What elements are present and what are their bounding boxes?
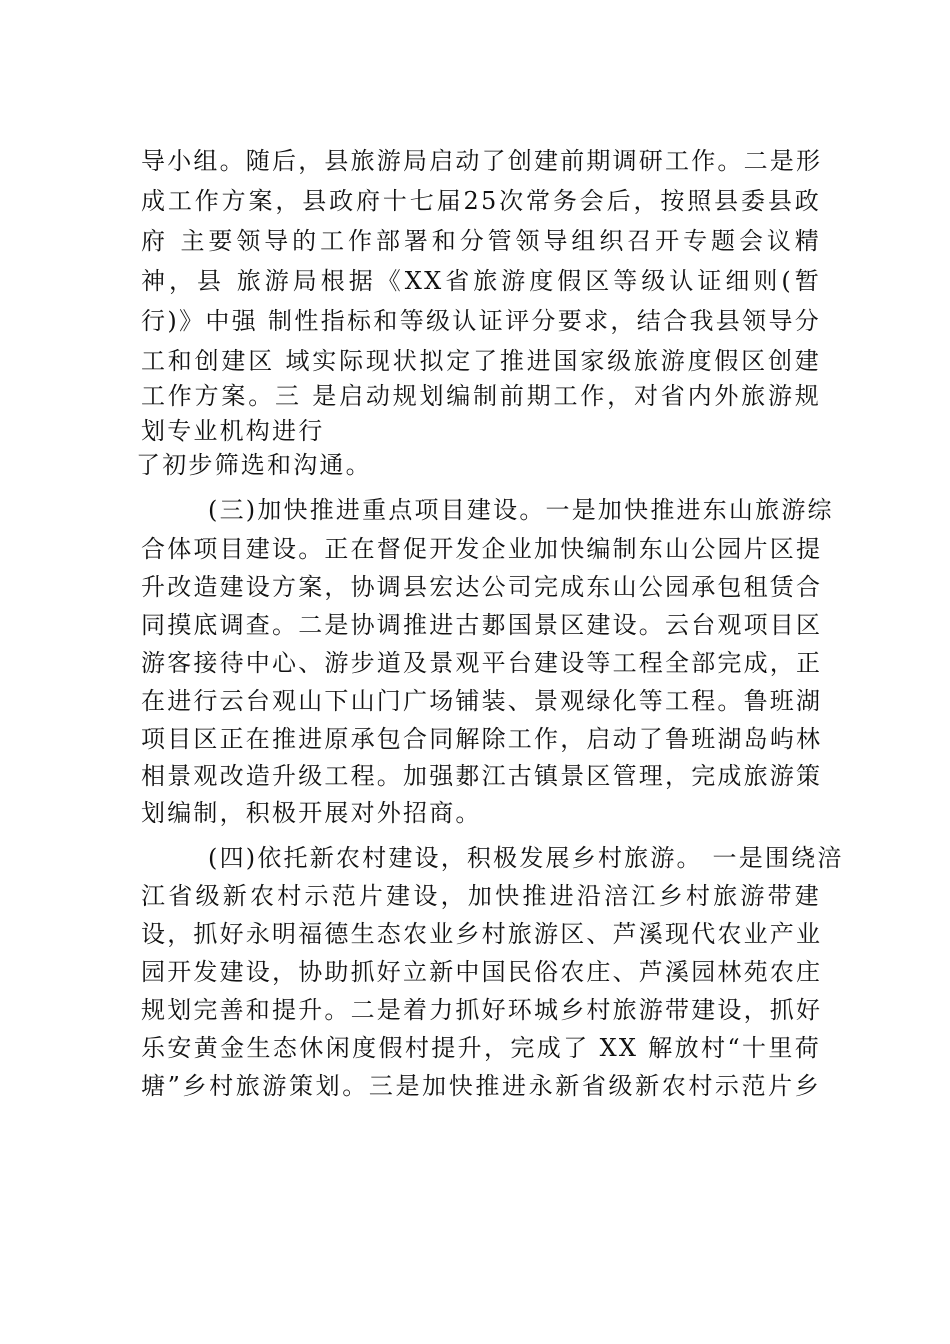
text-line-20: 江省级新农村示范片建设，加快推进沿涪江乡村旅游带建 (141, 882, 821, 910)
text-line-24: 乐安黄金生态休闲度假村提升，完成了 XX 解放村“十里荷 (141, 1034, 821, 1062)
text-line-6: 工和创建区 域实际现状拟定了推进国家级旅游度假区创建 (141, 347, 821, 375)
text-line-14: 游客接待中心、游步道及景观平台建设等工程全部完成，正 (141, 649, 823, 677)
text-line-5: 行)》中强 制性指标和等级认证评分要求，结合我县领导分 (141, 307, 821, 335)
text-line-15: 在进行云台观山下山门广场铺装、景观绿化等工程。鲁班湖 (141, 687, 823, 715)
section-heading-four: (四)依托新农村建设，积极发展乡村旅游。 一是围绕涪 (208, 844, 844, 872)
text-line-21: 设，抓好永明福德生态农业乡村旅游区、芦溪现代农业产业 (141, 920, 823, 948)
section-heading-three: (三)加快推进重点项目建设。一是加快推进东山旅游综 (208, 496, 834, 524)
text-line-1: 导小组。随后，县旅游局启动了创建前期调研工作。二是形 (141, 147, 823, 175)
text-line-16: 项目区正在推进原承包合同解除工作，启动了鲁班湖岛屿林 (141, 725, 823, 753)
text-line-2: 成工作方案，县政府十七届25次常务会后，按照县委县政 (141, 187, 821, 215)
text-line-8: 划专业机构进行 (141, 417, 325, 445)
text-line-7: 工作方案。三 是启动规划编制前期工作，对省内外旅游规 (141, 382, 821, 410)
text-line-13: 同摸底调查。二是协调推进古郪国景区建设。云台观项目区 (141, 611, 823, 639)
text-line-11: 合体项目建设。正在督促开发企业加快编制东山公园片区提 (141, 535, 823, 563)
text-line-3: 府 主要领导的工作部署和分管领导组织召开专题会议精 (141, 227, 821, 255)
text-line-9: 了初步筛选和沟通。 (136, 451, 372, 479)
text-line-12: 升改造建设方案，协调县宏达公司完成东山公园承包租赁合 (141, 573, 823, 601)
text-line-22: 园开发建设，协助抓好立新中国民俗农庄、芦溪园林苑农庄 (141, 958, 823, 986)
text-line-25: 塘”乡村旅游策划。三是加快推进永新省级新农村示范片乡 (141, 1072, 821, 1100)
text-line-4: 神，县 旅游局根据《XX省旅游度假区等级认证细则(暂 (141, 267, 821, 295)
text-line-17: 相景观改造升级工程。加强郪江古镇景区管理，完成旅游策 (141, 762, 823, 790)
text-line-23: 规划完善和提升。二是着力抓好环城乡村旅游带建设，抓好 (141, 996, 823, 1024)
text-line-18: 划编制，积极开展对外招商。 (141, 799, 482, 827)
